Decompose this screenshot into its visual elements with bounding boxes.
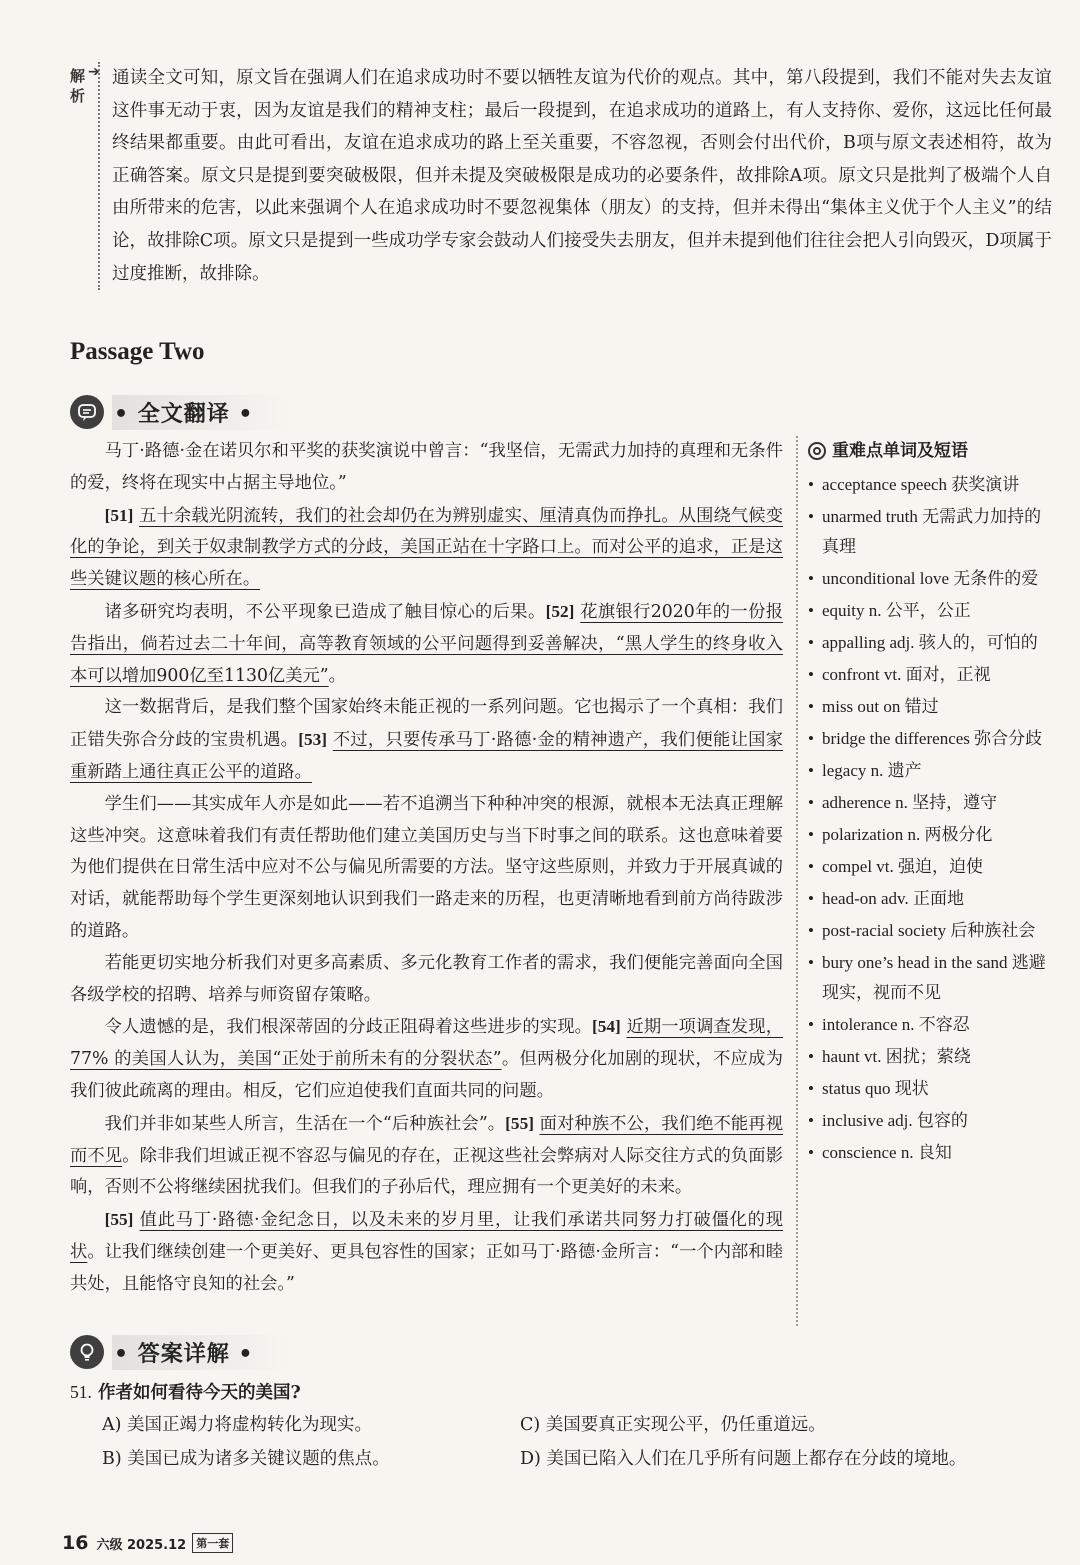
option-b: B) 美国已成为诸多关键议题的焦点。 <box>102 1449 390 1469</box>
vocab-item: • legacy n. 遗产 <box>808 756 1058 786</box>
underlined-sentence: 不过，只要传承马丁·路德·金的精神遗产，我们便能让国家重新踏上通往真正公平的道路。 <box>70 730 783 782</box>
lightbulb-icon <box>70 1335 104 1369</box>
underlined-sentence: 值此马丁·路德·金纪念日，以及未来的岁月里，让我们承诺共同努力打破僵化的现状 <box>70 1210 783 1262</box>
question-ref: [52] <box>545 601 575 621</box>
sentence: 。但两极分化加剧的现状，不应成为我们彼此疏离的理由。相反，它们应迫使我们直面共同的问题。 <box>70 1049 783 1101</box>
translation-header <box>70 392 289 432</box>
page-footer <box>62 1532 233 1554</box>
analysis-label: 解析 <box>70 67 86 105</box>
underlined-sentence: 面对种族不公，我们绝不能再视而不见 <box>70 1113 783 1166</box>
vocab-item: • unconditional love 无条件的爱 <box>808 564 1058 594</box>
sentence: 我们并非如某些人所言，生活在一个“后种族社会”。 <box>104 1113 506 1134</box>
question-51 <box>70 1376 1050 1479</box>
translation-title: • 全文翻译 • <box>112 395 289 430</box>
underlined-sentence: 近期一项调查发现，77% 的美国人认为，美国“正处于前所未有的分裂状态” <box>70 1017 783 1070</box>
analysis-text: 通读全文可知，原文旨在强调人们在追求成功时不要以牺牲友谊为代价的观点。其中，第八段提到，我们不能对失去友谊这件事无动于衷，因为友谊是我们的精神支柱；最后一段提到，在追求成功的道路上，有人支持你、爱你，这远比任何最终结果都重要。由此可看出，友谊在追求成功的路上至关重要，不容忽视，否则会付出代价，B项与原文表述相符，故为正确答案。原文只是提到要突破极限，但并未提及突破极限是成功的必要条件，故排除A项。原文只是批判了极端个人自由所带来的危害，以此来强调个人在追求成功时不要忽视集体（朋友）的支持，但并未得出“集体主义优于个人主义”的结论，故排除C项。原文只是提到一些成功学专家会鼓动人们接受失去朋友，但并未提到他们往往会把人引向毁灭，D项属于过度推断，故排除。 <box>98 62 1052 290</box>
set-badge: 第一套 <box>192 1533 233 1553</box>
vocab-item: • bridge the differences 弥合分歧 <box>808 724 1058 754</box>
option-c: C) 美国要真正实现公平，仍任重道远。 <box>520 1415 826 1435</box>
issue-label: 六级 2025.12 <box>96 1537 187 1553</box>
vocab-list <box>808 470 1058 1168</box>
sentence: 诸多研究均表明，不公平现象已造成了触目惊心的后果。 <box>104 601 546 622</box>
vocab-item: • confront vt. 面对，正视 <box>808 660 1058 690</box>
options <box>70 1409 1050 1479</box>
vocab-item: • adherence n. 坚持，遵守 <box>808 788 1058 818</box>
page-number: 16 <box>62 1532 89 1554</box>
sentence: 。让我们继续创建一个更美好、更具包容性的国家；正如马丁·路德·金所言：“一个内部和睦共处，且能恪守良知的社会。” <box>70 1241 783 1294</box>
option-a: A) 美国正竭力将虚构转化为现实。 <box>102 1415 373 1435</box>
paragraph: 马丁·路德·金在诺贝尔和平奖的获奖演说中曾言：“我坚信，无需武力加持的真理和无条件的爱，终将在现实中占据主导地位。” <box>70 441 783 493</box>
vocab-item: • head-on adv. 正面地 <box>808 884 1058 914</box>
vocab-item: • status quo 现状 <box>808 1074 1058 1104</box>
question-ref: [55] <box>104 1210 134 1230</box>
answer-header <box>70 1332 289 1372</box>
paragraph <box>70 500 783 596</box>
answer-title: • 答案详解 • <box>112 1335 289 1370</box>
sentence: 。 <box>328 665 346 686</box>
vocab-header <box>808 436 1058 466</box>
vocab-item: • equity n. 公平，公正 <box>808 596 1058 626</box>
underlined-sentence: 五十余载光阴流转，我们的社会却仍在为辨别虚实、厘清真伪而挣扎。从围绕气候变化的争论，到关于奴隶制教学方式的分歧，美国正站在十字路口上。而对公平的追求，正是这些关键议题的核心所在。 <box>70 505 783 590</box>
translation-body <box>70 436 783 1301</box>
vocab-item: • acceptance speech 获奖演讲 <box>808 470 1058 500</box>
vocab-item: • compel vt. 强迫，迫使 <box>808 852 1058 882</box>
question-ref: [53] <box>298 730 328 750</box>
vocab-item: • haunt vt. 困扰；萦绕 <box>808 1042 1058 1072</box>
option-d: D) 美国已陷入人们在几乎所有问题上都存在分歧的境地。 <box>520 1449 967 1469</box>
vocab-item: • unarmed truth 无需武力加持的真理 <box>808 502 1058 562</box>
paragraph: 学生们——其实成年人亦是如此——若不追溯当下种种冲突的根源，就根本无法真正理解这些冲突。这意味着我们有责任帮助他们建立美国历史与当下时事之间的联系。这也意味着要为他们提供在日常生活中应对不公与偏见所需要的方法。坚守这些原则，并致力于开展真诚的对话，就能帮助每个学生更深刻地认识到我们一路走来的历程，也更清晰地看到前方尚待跋涉的道路。 <box>70 793 783 941</box>
sentence: 令人遗憾的是，我们根深蒂固的分歧正阻碍着这些进步的实现。 <box>104 1017 593 1038</box>
question-ref: [54] <box>592 1017 621 1037</box>
sentence: 这一数据背后，是我们整个国家始终未能正视的一系列问题。它也揭示了一个真相：我们正错失弥合分歧的宝贵机遇。 <box>70 697 783 751</box>
question-text: 作者如何看待今天的美国? <box>97 1383 301 1403</box>
paragraph <box>70 596 783 692</box>
paragraph <box>70 1204 783 1300</box>
question-number: 51. <box>70 1382 92 1402</box>
paragraph: 若能更切实地分析我们对更多高素质、多元化教育工作者的需求，我们便能完善面向全国各级学校的招聘、培养与师资留存策略。 <box>70 952 783 1005</box>
vocab-item: • conscience n. 良知 <box>808 1138 1058 1168</box>
vocab-item: • intolerance n. 不容忍 <box>808 1010 1058 1040</box>
arrow-right-icon: ➔ <box>88 64 100 80</box>
question-ref: [51] <box>104 505 134 525</box>
paragraph <box>70 1011 783 1107</box>
vocab-sidebar <box>796 436 1058 1326</box>
vocab-item: • polarization n. 两极分化 <box>808 820 1058 850</box>
sentence: 。除非我们坦诚正视不容忍与偏见的存在，正视这些社会弊病对人际交往方式的负面影响，否则不公将继续困扰我们。但我们的子孙后代，理应拥有一个更美好的未来。 <box>70 1145 783 1198</box>
vocab-item: • post-racial society 后种族社会 <box>808 916 1058 946</box>
underlined-sentence: 花旗银行2020年的一份报告指出，倘若过去二十年间，高等教育领域的公平问题得到妥善解决，“黑人学生的终身收入本可以增加900亿至1130亿美元” <box>70 601 783 686</box>
passage-title: Passage Two <box>70 338 205 365</box>
vocab-item: • appalling adj. 骇人的，可怕的 <box>808 628 1058 658</box>
vocab-title: 重难点单词及短语 <box>832 441 968 461</box>
target-icon <box>808 442 826 460</box>
vocab-item: • miss out on 错过 <box>808 692 1058 722</box>
question-stem <box>70 1376 1050 1409</box>
paragraph <box>70 1108 783 1204</box>
chat-bubble-icon <box>70 395 104 429</box>
paragraph <box>70 692 783 788</box>
question-ref: [55] <box>505 1113 534 1133</box>
vocab-item: • inclusive adj. 包容的 <box>808 1106 1058 1136</box>
vocab-item: • bury one’s head in the sand 逃避现实，视而不见 <box>808 948 1058 1008</box>
